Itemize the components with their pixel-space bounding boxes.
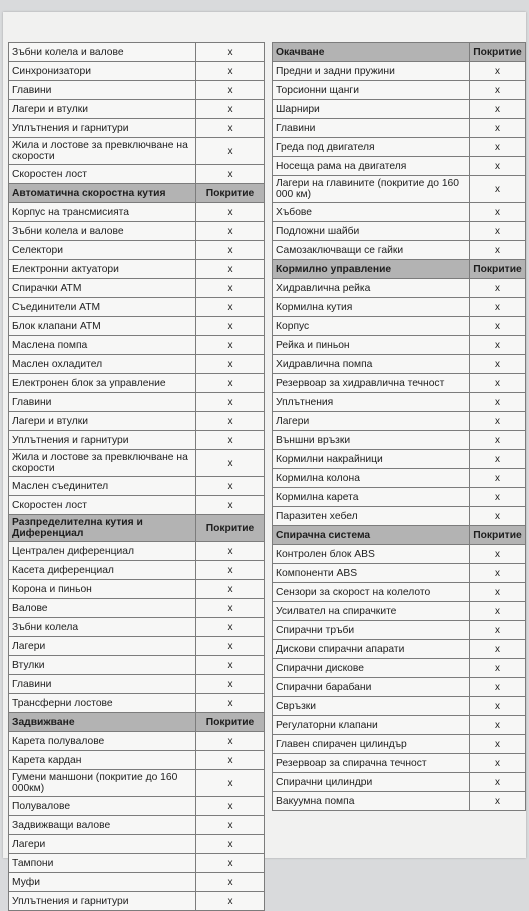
coverage-column-label: Покритие xyxy=(196,515,265,542)
table-row xyxy=(9,873,265,892)
component-name: Тампони xyxy=(9,854,196,873)
component-name: Носеща рама на двигателя xyxy=(273,157,470,176)
coverage-mark: x xyxy=(196,656,265,675)
coverage-mark: x xyxy=(196,241,265,260)
table-row xyxy=(9,816,265,835)
coverage-mark: x xyxy=(470,138,526,157)
coverage-mark: x xyxy=(196,393,265,412)
table-row xyxy=(9,203,265,222)
coverage-mark: x xyxy=(470,176,526,203)
table-row xyxy=(9,298,265,317)
table-row xyxy=(9,477,265,496)
table-row xyxy=(9,637,265,656)
coverage-column-label: Покритие xyxy=(470,526,526,545)
component-name: Корпус на трансмисията xyxy=(9,203,196,222)
component-name: Лагери и втулки xyxy=(9,100,196,119)
table-row xyxy=(9,751,265,770)
component-name: Жила и лостове за превключване на скорости xyxy=(9,450,196,477)
coverage-mark: x xyxy=(470,81,526,100)
coverage-mark: x xyxy=(196,138,265,165)
table-row xyxy=(273,716,526,735)
component-name: Уплътнения и гарнитури xyxy=(9,119,196,138)
coverage-mark: x xyxy=(470,412,526,431)
coverage-mark: x xyxy=(196,599,265,618)
component-name: Муфи xyxy=(9,873,196,892)
table-row xyxy=(9,393,265,412)
table-row xyxy=(9,561,265,580)
coverage-mark: x xyxy=(196,873,265,892)
component-name: Усилвател на спирачките xyxy=(273,602,470,621)
component-name: Карета полувалове xyxy=(9,732,196,751)
component-name: Скоростен лост xyxy=(9,165,196,184)
coverage-mark: x xyxy=(470,279,526,298)
coverage-mark: x xyxy=(196,561,265,580)
section-header xyxy=(273,43,526,62)
coverage-mark: x xyxy=(470,621,526,640)
table-row xyxy=(273,659,526,678)
table-row xyxy=(273,431,526,450)
coverage-mark: x xyxy=(196,298,265,317)
table-row xyxy=(9,374,265,393)
component-name: Лагери на главините (покритие до 160 000 км) xyxy=(273,176,470,203)
coverage-mark: x xyxy=(196,412,265,431)
coverage-mark: x xyxy=(196,732,265,751)
coverage-mark: x xyxy=(470,100,526,119)
coverage-mark: x xyxy=(470,545,526,564)
coverage-mark: x xyxy=(196,675,265,694)
coverage-mark: x xyxy=(196,336,265,355)
component-name: Паразитен хебел xyxy=(273,507,470,526)
coverage-mark: x xyxy=(196,374,265,393)
coverage-mark: x xyxy=(196,165,265,184)
coverage-mark: x xyxy=(196,854,265,873)
component-name: Селектори xyxy=(9,241,196,260)
component-name: Зъбни колела и валове xyxy=(9,43,196,62)
component-name: Спирачни барабани xyxy=(273,678,470,697)
component-name: Компоненти ABS xyxy=(273,564,470,583)
coverage-mark: x xyxy=(196,751,265,770)
table-row xyxy=(9,797,265,816)
component-name: Хидравлична рейка xyxy=(273,279,470,298)
coverage-mark: x xyxy=(470,203,526,222)
component-name: Външни връзки xyxy=(273,431,470,450)
coverage-mark: x xyxy=(196,816,265,835)
component-name: Кормилна карета xyxy=(273,488,470,507)
table-row xyxy=(273,222,526,241)
table-row xyxy=(9,431,265,450)
component-name: Касета диференциал xyxy=(9,561,196,580)
component-name: Лагери xyxy=(9,835,196,854)
table-row xyxy=(273,241,526,260)
component-name: Хъбове xyxy=(273,203,470,222)
table-row xyxy=(273,773,526,792)
component-name: Лагери xyxy=(273,412,470,431)
component-name: Маслена помпа xyxy=(9,336,196,355)
table-row xyxy=(273,469,526,488)
table-row xyxy=(273,355,526,374)
table-row xyxy=(273,279,526,298)
coverage-mark: x xyxy=(196,100,265,119)
coverage-mark: x xyxy=(196,496,265,515)
table-row xyxy=(9,892,265,911)
coverage-mark: x xyxy=(470,298,526,317)
coverage-mark: x xyxy=(470,393,526,412)
coverage-mark: x xyxy=(470,336,526,355)
table-row xyxy=(9,81,265,100)
coverage-mark: x xyxy=(196,317,265,336)
coverage-column-label: Покритие xyxy=(470,260,526,279)
coverage-mark: x xyxy=(470,735,526,754)
table-row xyxy=(9,222,265,241)
coverage-mark: x xyxy=(196,477,265,496)
coverage-mark: x xyxy=(470,119,526,138)
coverage-column-label: Покритие xyxy=(196,184,265,203)
coverage-mark: x xyxy=(470,792,526,811)
table-row xyxy=(273,81,526,100)
coverage-mark: x xyxy=(470,241,526,260)
table-row xyxy=(273,735,526,754)
coverage-mark: x xyxy=(470,157,526,176)
component-name: Полувалове xyxy=(9,797,196,816)
component-name: Маслен съединител xyxy=(9,477,196,496)
section-header xyxy=(9,515,265,542)
section-title: Спирачна система xyxy=(273,526,470,545)
component-name: Кормилни накрайници xyxy=(273,450,470,469)
component-name: Лагери и втулки xyxy=(9,412,196,431)
right-column xyxy=(272,42,526,811)
table-row xyxy=(9,496,265,515)
coverage-mark: x xyxy=(196,694,265,713)
table-row xyxy=(9,279,265,298)
component-name: Зъбни колела xyxy=(9,618,196,637)
component-name: Задвижващи валове xyxy=(9,816,196,835)
table-row xyxy=(273,792,526,811)
table-row xyxy=(9,854,265,873)
coverage-mark: x xyxy=(470,469,526,488)
coverage-mark: x xyxy=(196,618,265,637)
component-name: Кормилна колона xyxy=(273,469,470,488)
component-name: Дискови спирачни апарати xyxy=(273,640,470,659)
coverage-mark: x xyxy=(470,659,526,678)
component-name: Лагери xyxy=(9,637,196,656)
table-row xyxy=(9,317,265,336)
table-row xyxy=(273,336,526,355)
table-row xyxy=(9,43,265,62)
coverage-mark: x xyxy=(196,62,265,81)
table-row xyxy=(273,678,526,697)
table-row xyxy=(9,138,265,165)
component-name: Кормилна кутия xyxy=(273,298,470,317)
table-row xyxy=(9,580,265,599)
coverage-mark: x xyxy=(196,279,265,298)
component-name: Корпус xyxy=(273,317,470,336)
coverage-mark: x xyxy=(470,773,526,792)
section-title: Разпределителна кутия и Диференциал xyxy=(9,515,196,542)
table-row xyxy=(9,770,265,797)
component-name: Подложни шайби xyxy=(273,222,470,241)
coverage-mark: x xyxy=(196,43,265,62)
right-coverage-table xyxy=(272,42,526,811)
coverage-mark: x xyxy=(470,754,526,773)
table-row xyxy=(273,754,526,773)
component-name: Блок клапани АТМ xyxy=(9,317,196,336)
table-row xyxy=(273,450,526,469)
coverage-mark: x xyxy=(470,431,526,450)
coverage-mark: x xyxy=(196,770,265,797)
coverage-mark: x xyxy=(470,374,526,393)
table-row xyxy=(273,545,526,564)
coverage-mark: x xyxy=(470,716,526,735)
section-title: Задвижване xyxy=(9,713,196,732)
component-name: Трансферни лостове xyxy=(9,694,196,713)
component-name: Гумени маншони (покритие до 160 000км) xyxy=(9,770,196,797)
table-row xyxy=(273,488,526,507)
component-name: Контролен блок ABS xyxy=(273,545,470,564)
table-row xyxy=(9,732,265,751)
coverage-mark: x xyxy=(196,580,265,599)
component-name: Главен спирачен цилиндър xyxy=(273,735,470,754)
coverage-mark: x xyxy=(196,355,265,374)
section-header xyxy=(9,713,265,732)
table-row xyxy=(273,564,526,583)
table-row xyxy=(9,656,265,675)
coverage-mark: x xyxy=(196,203,265,222)
component-name: Вакуумна помпа xyxy=(273,792,470,811)
component-name: Рейка и пиньон xyxy=(273,336,470,355)
coverage-mark: x xyxy=(196,892,265,911)
section-header xyxy=(9,184,265,203)
left-column xyxy=(8,42,265,911)
table-row xyxy=(9,542,265,561)
table-row xyxy=(273,298,526,317)
table-row xyxy=(273,640,526,659)
component-name: Съединители АТМ xyxy=(9,298,196,317)
component-name: Скоростен лост xyxy=(9,496,196,515)
table-row xyxy=(9,119,265,138)
table-row xyxy=(273,412,526,431)
coverage-mark: x xyxy=(196,542,265,561)
table-row xyxy=(273,100,526,119)
component-name: Главини xyxy=(273,119,470,138)
left-coverage-table xyxy=(8,42,265,911)
table-row xyxy=(9,100,265,119)
coverage-mark: x xyxy=(470,583,526,602)
table-row xyxy=(9,618,265,637)
coverage-document xyxy=(3,12,526,907)
component-name: Хидравлична помпа xyxy=(273,355,470,374)
section-title: Окачване xyxy=(273,43,470,62)
coverage-mark: x xyxy=(196,81,265,100)
table-row xyxy=(9,241,265,260)
section-title: Автоматична скоростна кутия xyxy=(9,184,196,203)
coverage-mark: x xyxy=(470,488,526,507)
component-name: Регулаторни клапани xyxy=(273,716,470,735)
coverage-mark: x xyxy=(196,835,265,854)
coverage-mark: x xyxy=(196,222,265,241)
table-row xyxy=(273,374,526,393)
component-name: Спирачни цилиндри xyxy=(273,773,470,792)
coverage-mark: x xyxy=(470,697,526,716)
coverage-mark: x xyxy=(470,222,526,241)
table-row xyxy=(9,336,265,355)
component-name: Греда под двигателя xyxy=(273,138,470,157)
table-row xyxy=(9,412,265,431)
table-row xyxy=(9,694,265,713)
table-row xyxy=(273,697,526,716)
table-row xyxy=(9,835,265,854)
section-title: Кормилно управление xyxy=(273,260,470,279)
component-name: Уплътнения и гарнитури xyxy=(9,431,196,450)
table-row xyxy=(273,393,526,412)
table-row xyxy=(273,203,526,222)
component-name: Спирачни тръби xyxy=(273,621,470,640)
table-row xyxy=(9,599,265,618)
component-name: Спирачки АТМ xyxy=(9,279,196,298)
table-row xyxy=(273,621,526,640)
coverage-mark: x xyxy=(470,640,526,659)
component-name: Свръзки xyxy=(273,697,470,716)
component-name: Спирачни дискове xyxy=(273,659,470,678)
table-row xyxy=(273,138,526,157)
coverage-mark: x xyxy=(470,602,526,621)
coverage-mark: x xyxy=(196,797,265,816)
table-row xyxy=(9,260,265,279)
coverage-mark: x xyxy=(470,564,526,583)
coverage-mark: x xyxy=(470,450,526,469)
component-name: Маслен охладител xyxy=(9,355,196,374)
table-row xyxy=(9,62,265,81)
component-name: Корона и пиньон xyxy=(9,580,196,599)
table-row xyxy=(273,317,526,336)
coverage-mark: x xyxy=(470,317,526,336)
coverage-mark: x xyxy=(470,62,526,81)
coverage-column-label: Покритие xyxy=(470,43,526,62)
coverage-mark: x xyxy=(470,678,526,697)
coverage-mark: x xyxy=(470,507,526,526)
component-name: Шарнири xyxy=(273,100,470,119)
table-row xyxy=(273,119,526,138)
component-name: Електронен блок за управление xyxy=(9,374,196,393)
component-name: Главини xyxy=(9,675,196,694)
component-name: Валове xyxy=(9,599,196,618)
component-name: Самозаключващи се гайки xyxy=(273,241,470,260)
coverage-mark: x xyxy=(196,637,265,656)
table-row xyxy=(273,602,526,621)
component-name: Централен диференциал xyxy=(9,542,196,561)
coverage-mark: x xyxy=(196,450,265,477)
coverage-mark: x xyxy=(196,431,265,450)
component-name: Жила и лостове за превключване на скорости xyxy=(9,138,196,165)
table-row xyxy=(273,157,526,176)
table-row xyxy=(9,165,265,184)
table-row xyxy=(273,507,526,526)
component-name: Карета кардан xyxy=(9,751,196,770)
table-row xyxy=(273,62,526,81)
component-name: Електронни актуатори xyxy=(9,260,196,279)
component-name: Уплътнения xyxy=(273,393,470,412)
component-name: Главини xyxy=(9,393,196,412)
coverage-mark: x xyxy=(196,260,265,279)
section-header xyxy=(273,526,526,545)
component-name: Втулки xyxy=(9,656,196,675)
table-row xyxy=(9,675,265,694)
coverage-mark: x xyxy=(470,355,526,374)
coverage-column-label: Покритие xyxy=(196,713,265,732)
table-row xyxy=(9,355,265,374)
component-name: Торсионни щанги xyxy=(273,81,470,100)
coverage-mark: x xyxy=(196,119,265,138)
component-name: Зъбни колела и валове xyxy=(9,222,196,241)
component-name: Предни и задни пружини xyxy=(273,62,470,81)
section-header xyxy=(273,260,526,279)
table-row xyxy=(9,450,265,477)
component-name: Главини xyxy=(9,81,196,100)
component-name: Сензори за скорост на колелото xyxy=(273,583,470,602)
table-row xyxy=(273,583,526,602)
component-name: Резервоар за хидравлична течност xyxy=(273,374,470,393)
component-name: Резервоар за спирачна течност xyxy=(273,754,470,773)
component-name: Синхронизатори xyxy=(9,62,196,81)
table-row xyxy=(273,176,526,203)
component-name: Уплътнения и гарнитури xyxy=(9,892,196,911)
